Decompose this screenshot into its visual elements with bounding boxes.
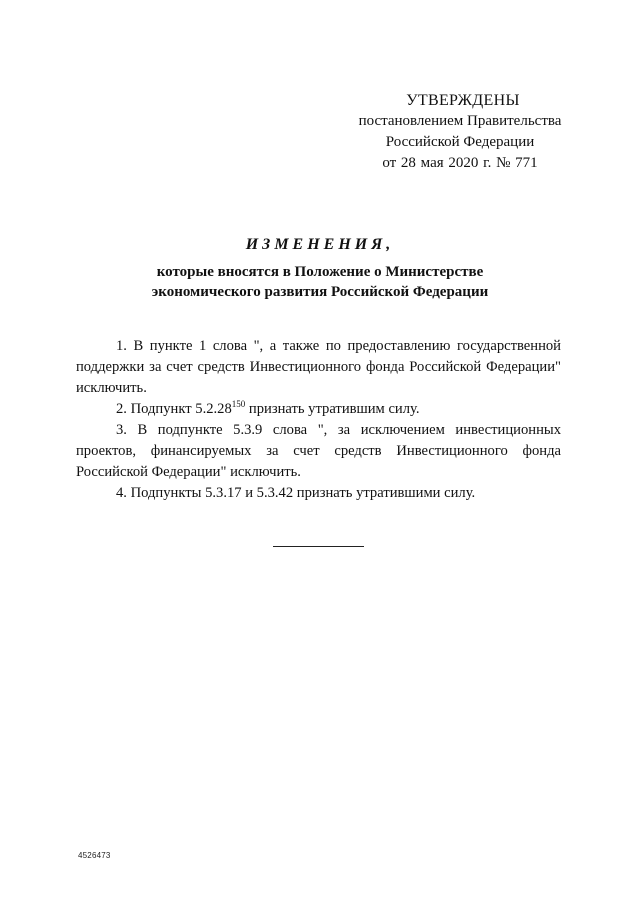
document-heading xyxy=(0,233,640,302)
approval-title: УТВЕРЖДЕНЫ xyxy=(406,92,520,109)
approval-line-country: Российской Федерации xyxy=(385,134,535,150)
amendment-item-3: 3. В подпункте 5.3.9 слова ", за исключением инвестиционных проектов, финансируемых за счет средств Инвестиционного фонда Российской Федерации" исключить. xyxy=(76,422,561,480)
amendment-item-1: 1. В пункте 1 слова ", а также по предоставлению государственной поддержки за счет средств Инвестиционного фонда Российской Федерации" исключить. xyxy=(76,338,561,396)
document-body xyxy=(76,336,561,504)
amendment-item-2-prefix: 2. Подпункт 5.2.28 xyxy=(116,401,232,417)
amendment-item-4: 4. Подпункты 5.3.17 и 5.3.42 признать утратившими силу. xyxy=(116,485,476,501)
amendment-item-2 xyxy=(76,399,561,420)
approval-line-resolution: постановлением Правительства xyxy=(358,113,562,129)
document-subtitle-line-2: экономического развития Российской Федерации xyxy=(151,284,489,300)
approval-date: от 28 мая 2020 г. № 771 xyxy=(382,155,538,171)
approval-block xyxy=(340,90,580,174)
amendment-item-2-superscript: 150 xyxy=(231,399,246,409)
document-title: ИЗМЕНЕНИЯ, xyxy=(245,236,395,253)
document-subtitle xyxy=(0,262,640,302)
amendment-item-2-suffix: признать утратившим силу. xyxy=(245,401,420,417)
document-subtitle-line-1: которые вносятся в Положение о Министерстве xyxy=(156,264,484,280)
document-code: 4526473 xyxy=(78,851,111,860)
closing-divider xyxy=(273,546,364,547)
